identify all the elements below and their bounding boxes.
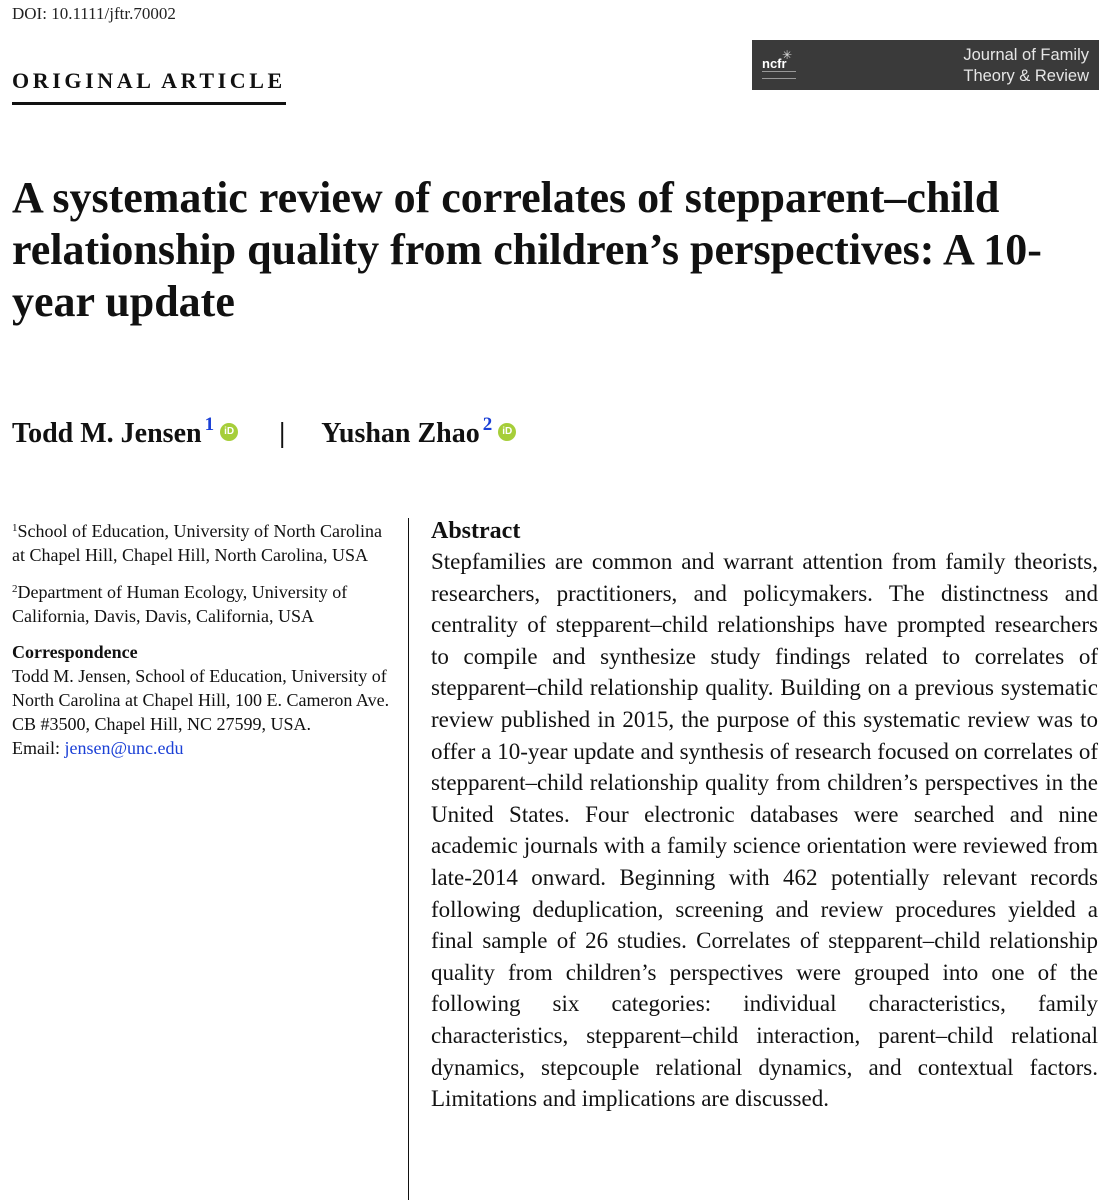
author-name: Yushan Zhao <box>321 418 480 449</box>
abstract-text: Stepfamilies are common and warrant attention from family theorists, researchers, practitioners, and policymakers. The distinctness and centrality of stepparent–child relationships have prompted researchers to compile and synthesize study findings related to correlates of stepparent–child relationship quality. Building on a previous systematic review published in 2015, the purpose of this systematic review was to offer a 10-year update and synthesis of research focused on correlates of stepparent–child relationship quality from children’s perspectives in the United States. Four electronic databases were searched and nine academic journals with a family science orientation were reviewed from late-2014 onward. Beginning with 462 potentially relevant records following deduplication, screening and review procedures yielded a final sample of 26 studies. Correlates of stepparent–child relationship quality from children’s perspectives were grouped into one of the following six categories: individual characteristics, family characteristics, stepparent–child interaction, parent–child relational dynamics, stepcouple relational dynamics, and contextual factors. Limitations and implications are discussed. <box>431 549 1098 1112</box>
author-name: Todd M. Jensen <box>12 418 202 449</box>
column-divider <box>408 518 409 1200</box>
email-link[interactable]: jensen@unc.edu <box>64 738 184 758</box>
affil-number: 1 <box>12 522 18 534</box>
section-label: ORIGINAL ARTICLE <box>12 68 286 105</box>
affiliation-2 <box>12 577 397 628</box>
abstract-section <box>431 516 1098 1115</box>
author-list <box>12 414 516 450</box>
doi-line: DOI: 10.1111/jftr.70002 <box>12 4 176 23</box>
affiliations-column <box>12 516 397 770</box>
affil-number: 2 <box>12 583 18 595</box>
affil-text: Department of Human Ecology, University of California, Davis, Davis, California, USA <box>12 582 348 626</box>
logo-tagline-lines <box>762 71 796 79</box>
orcid-icon[interactable]: iD <box>220 423 238 441</box>
ncfr-logo <box>760 48 800 82</box>
journal-name-line2: Theory & Review <box>963 67 1089 85</box>
journal-name-line1: Journal of Family <box>963 46 1089 64</box>
author-affil-marker[interactable]: 1 <box>204 414 215 435</box>
orcid-icon[interactable]: iD <box>498 423 516 441</box>
affiliation-1 <box>12 516 397 567</box>
article-title: A systematic review of correlates of stepparent–child relationship quality from children’s perspectives: A 10-year update <box>12 173 1042 326</box>
affil-text: School of Education, University of North Carolina at Chapel Hill, Chapel Hill, North Carolina, USA <box>12 521 382 565</box>
sparkle-icon: ✳ <box>782 48 793 62</box>
correspondence-block <box>12 664 397 760</box>
correspondence-heading: Correspondence <box>12 642 138 662</box>
email-label: Email: <box>12 738 65 758</box>
abstract-heading: Abstract <box>431 518 521 544</box>
author-affil-marker[interactable]: 2 <box>482 414 493 435</box>
author-separator: | <box>279 418 286 449</box>
journal-name <box>963 45 1089 87</box>
logo-text: ncfr <box>762 56 787 71</box>
correspondence-text: Todd M. Jensen, School of Education, University of North Carolina at Chapel Hill, 100 E. Cameron Ave. CB #3500, Chapel Hill, NC 27599, USA. <box>12 666 390 734</box>
journal-badge <box>752 40 1099 90</box>
